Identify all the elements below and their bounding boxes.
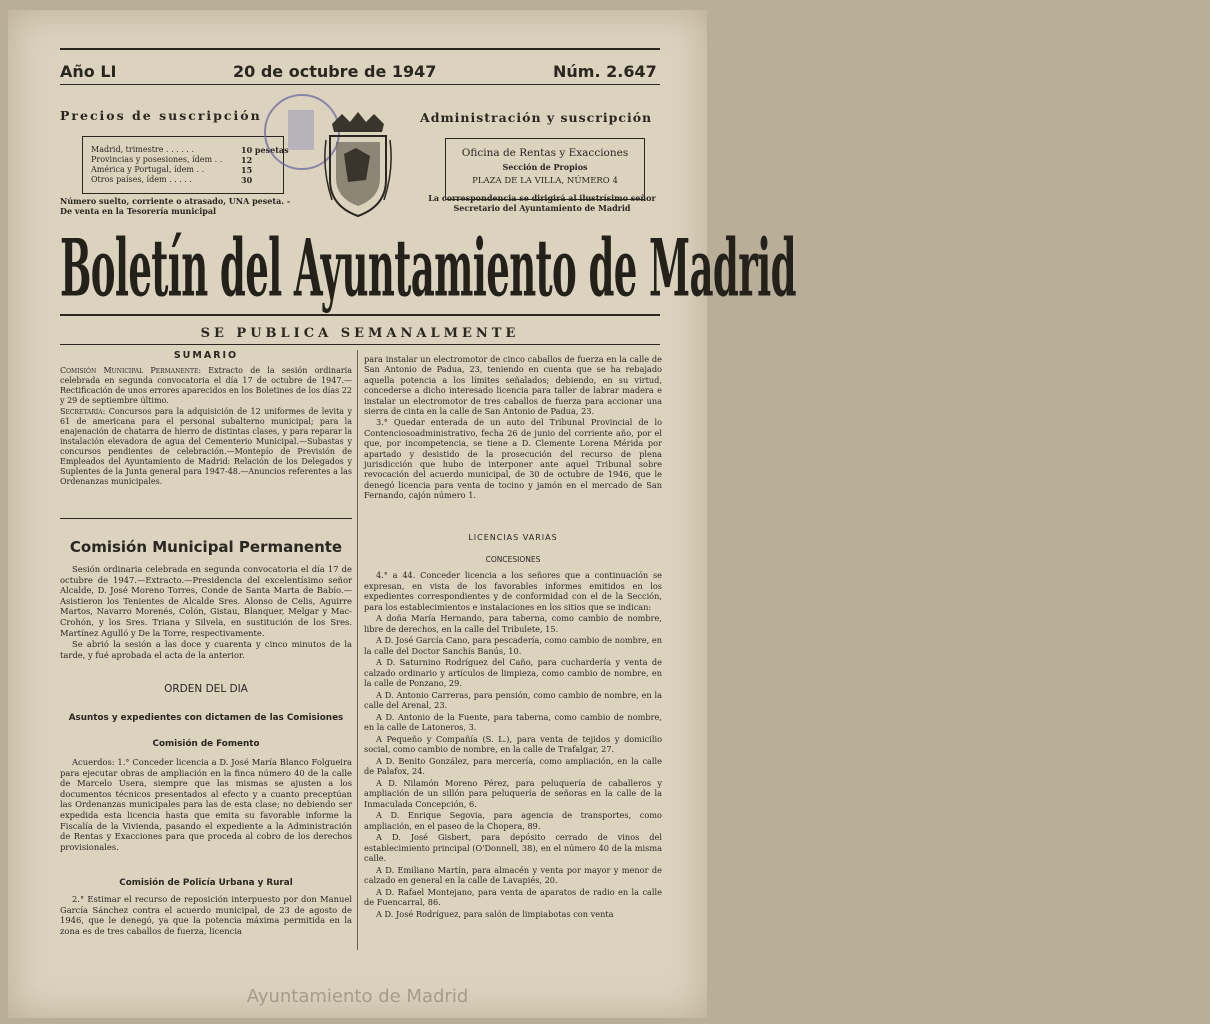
- sumario-heading: SUMARIO: [173, 350, 239, 361]
- price-note: Número suelto, corriente o atrasado, UNA peseta. - De venta en la Tesorería municipal: [60, 196, 291, 216]
- prices-box: [82, 136, 289, 194]
- list-item: A D. Antonio de la Fuente, para taberna, como cambio de nombre, en la calle de Latoneros, 3.: [364, 711, 662, 732]
- prices-title: Precios de suscripción: [60, 108, 262, 123]
- column-rule: [357, 350, 358, 950]
- fomento-body: Acuerdos: 1.° Conceder licencia a D. José María Blanco Folgueira para ejecutar obras de ampliación en la finca número 40 de la calle de Marcelo Usera, siempre que las mismas se ajusten a los documentos técnicos presentados al efecto y a cuanto preceptúan las Ordenanzas municipales para las de esta clase; no debiendo ser expedida esta licencia hasta que emita su favorable informe la Fiscalía de la Vivienda, pasando el expediente a la Administración de Rentas y Exacciones para que proceda al cobro de los derechos provisionales.: [60, 757, 352, 852]
- price-row: Madrid, trimestre . . . . . . 10 pesetas: [91, 145, 289, 155]
- subtitle-rule: [60, 344, 660, 345]
- issue-number: Núm. 2.647: [553, 62, 657, 81]
- policia-heading: Comisión de Policía Urbana y Rural: [119, 878, 293, 888]
- concesiones-heading: CONCESIONES: [485, 555, 541, 564]
- list-item: A D. José Rodríguez, para salón de limpiabotas con venta: [376, 908, 614, 919]
- asuntos-heading: Asuntos y expedientes con dictamen de las Comisiones: [68, 713, 344, 723]
- list-item: A D. Saturnino Rodríguez del Caño, para cuchardería y venta de calzado ordinario y artículos de limpieza, como cambio de nombre, en la calle de Ponzano, 29.: [364, 657, 662, 688]
- list-item: A D. Emiliano Martín, para almacén y venta por mayor y menor de calzado en general en la calle de Lavapiés, 20.: [364, 864, 662, 885]
- list-item: A doña María Hernando, para taberna, como cambio de nombre, libre de derechos, en la calle del Tribulete, 15.: [364, 613, 662, 634]
- price-row: Provincias y posesiones, ídem . . 12: [91, 155, 253, 165]
- list-item: A D. Nilamón Moreno Pérez, para peluquería de caballeros y ampliación de un sillón para peluquería de señoras en la calle de la Inmaculada Concepción, 6.: [364, 777, 662, 809]
- sumario-body: Comisión Municipal Permanente: Extracto de la sesión ordinaria celebrada en segunda convocatoria el día 17 de octubre de 1947.—Rectificación de unos errores aparecidos en los Boletines de los días 22 y 29 de septiembre último. Secretaría: Concursos para la adquisición de 12 uniformes de levita y 61 de americana para el personal subalterno municipal; para la enajenación de chatarra de hierro de distintas clases, y para reparar la instalación elevadora de agua del Cementerio Municipal.—Subastas y concursos pendientes de celebración.—Montepío de Previsión de Empleados del Ayuntamiento de Madrid: Relación de los Delegados y Suplentes de la Junta general para 1947-48.—Anuncios referentes a las Ordenanzas municipales.: [60, 366, 353, 486]
- list-item: A D. Benito González, para mercería, como ampliación, en la calle de Palafox, 24.: [364, 755, 662, 776]
- newspaper-page: [8, 10, 796, 1018]
- fomento-heading: Comisión de Fomento: [152, 739, 260, 749]
- list-item: A Pequeño y Compañía (S. L.), para venta de tejidos y domicilio social, como cambio de nombre, en la calle de Trafalgar, 27.: [364, 733, 662, 754]
- header-top-rule: [60, 48, 660, 50]
- issue-year: Año LI: [60, 62, 117, 81]
- header-bottom-rule: [60, 84, 660, 85]
- masthead-text: Boletín del Ayuntamiento de Madrid: [60, 222, 796, 315]
- masthead-subtitle: SE PUBLICA SEMANALMENTE: [200, 326, 520, 341]
- orden-heading: ORDEN DEL DIA: [164, 683, 248, 695]
- sumario-rule: [60, 518, 352, 519]
- list-item: A D. José Gisbert, para depósito cerrado de vinos del establecimiento principal (O'Donnell, 38), en el número 40 de la misma calle.: [364, 832, 662, 863]
- admin-office: Oficina de Rentas y Exacciones: [461, 147, 629, 159]
- watermark: Ayuntamiento de Madrid: [246, 986, 469, 1007]
- licencias-heading: LICENCIAS VARIAS: [468, 533, 558, 542]
- list-item: A D. José García Cano, para pescadería, como cambio de nombre, en la calle del Doctor Sanchís Banús, 10.: [364, 635, 662, 656]
- price-row: Otros países, ídem . . . . . 30: [91, 175, 253, 185]
- licencias-body: 4.° a 44. Conceder licencia a los señores que a continuación se expresan, en vista de los favorables informes emitidos en los expedientes correspondientes y de conformidad con el de la Sección, para los establecimientos e instalaciones en los sitios que se indican: A doña María Hernando, para taberna, como cambio de nombre, libre de derechos, en la calle del Tribulete, 15. A D. José García Cano, para pescadería, como cambio de nombre, en la calle del Doctor Sanchís Banús, 10. A D. Saturnino Rodríguez del Caño, para cuchardería y venta de calzado ordinario y artículos de limpieza, como cambio de nombre, en la calle de Ponzano, 29. A D. Antonio Carreras, para pensión, como cambio de nombre, en la calle del Arenal, 23. A D. Antonio de la Fuente, para taberna, como cambio de nombre, en la calle de Latoneros, 3. A Pequeño y Compañía (S. L.), para venta de tejidos y domicilio social, como cambio de nombre, en la calle de Trafalgar, 27. A D. Benito González, para mercería, como ampliación, en la calle de Palafox, 24. A D. Nilamón Moreno Pérez, para peluquería de caballeros y ampliación de un sillón para peluquería de señoras en la calle de la Inmaculada Concepción, 6. A D. Enrique Segovia, para agencia de transportes, como ampliación, en el paseo de la Chopera, 89. A D. José Gisbert, para depósito cerrado de vinos del establecimiento principal (O'Donnell, 38), en el número 40 de la misma calle. A D. Emiliano Martín, para almacén y venta por mayor y menor de calzado en general en la calle de Lavapiés, 20. A D. Rafael Montejano, para venta de aparatos de radio en la calle de Fuencarral, 86. A D. José Rodríguez, para salón de limpiabotas con venta: [364, 570, 662, 919]
- policia-body: 2.° Estimar el recurso de reposición interpuesto por don Manuel García Sánchez contra el acuerdo municipal, de 23 de agosto de 1946, que le denegó, ya que la potencia máxima permitida en la zona es de tres caballos de fuerza, licencia: [60, 894, 352, 936]
- admin-box: [445, 138, 645, 200]
- admin-section: Sección de Propios: [502, 162, 588, 172]
- admin-address: PLAZA DE LA VILLA, NÚMERO 4: [472, 176, 618, 186]
- list-item: A D. Enrique Segovia, para agencia de transportes, como ampliación, en el paseo de la Chopera, 89.: [364, 810, 662, 831]
- masthead-rule: [60, 314, 660, 316]
- price-row: América y Portugal, ídem . . 15: [91, 165, 253, 175]
- list-item: A D. Rafael Montejano, para venta de aparatos de radio en la calle de Fuencarral, 86.: [364, 886, 662, 907]
- issue-date: 20 de octubre de 1947: [233, 62, 437, 81]
- admin-title: Administración y suscripción: [420, 110, 653, 125]
- coat-of-arms-icon: [322, 110, 394, 222]
- list-item: A D. Antonio Carreras, para pensión, como cambio de nombre, en la calle del Arenal, 23.: [364, 689, 662, 710]
- admin-note: La correspondencia se dirigirá al ilustrísimo señor Secretario del Ayuntamiento de Madrid: [428, 193, 656, 213]
- comision-heading: Comisión Municipal Permanente: [69, 538, 343, 556]
- comision-intro: Sesión ordinaria celebrada en segunda convocatoria el día 17 de octubre de 1947.—Extracto.—Presidencia del excelentísimo señor Alcalde, D. José Moreno Torres, Conde de Santa Marta de Babío.—Asistieron los Tenientes de Alcalde Sres. Alonso de Celis, Aguirre Martos, Navarro Morenés, Colón, Gistau, Blanquer, Melgar y Mac-Crohón, y los Sres. Triana y Silvela, en sustitución de los Sres. Martínez Agulló y De la Torre, respectivamente. Se abrió la sesión a las doce y cuarenta y cinco minutos de la tarde, y fué aprobada el acta de la anterior.: [60, 564, 352, 660]
- right-top-body: para instalar un electromotor de cinco caballos de fuerza en la calle de San Antonio de Padua, 23, teniendo en cuenta que se ha rebajado aquella potencia a los límites señalados; debiendo, en su virtud, concederse a dicho interesado licencia para taller de labrar madera e instalar un electromotor de tres caballos de fuerza para accionar una sierra de cinta en la calle de San Antonio de Padua, 23. 3.° Quedar enterada de un auto del Tribunal Provincial de lo Contenciosoadministrativo, fecha 26 de junio del corriente año, por el que, por incompetencia, se tiene a D. Clemente Lorena Mérida por apartado y desistido de la prosecución del recurso de plena jurisdicción que hubo de interponer ante aquel Tribunal sobre revocación del acuerdo municipal, de 30 de octubre de 1946, que le denegó licencia para venta de tocino y jamón en el mercado de San Fernando, cajón número 1.: [364, 354, 662, 501]
